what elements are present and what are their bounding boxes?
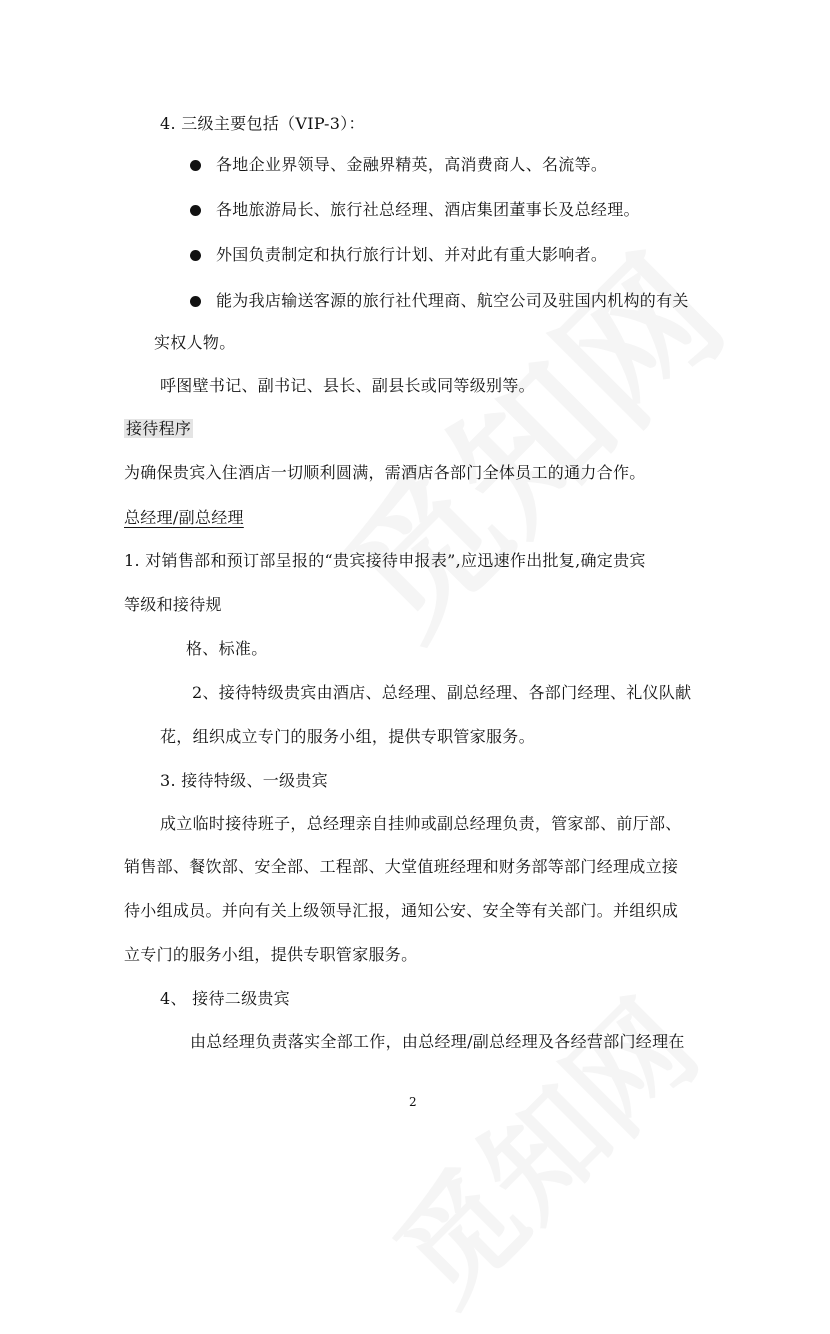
gm-item2-line2: 花，组织成立专门的服务小组，提供专职管家服务。	[160, 727, 535, 746]
vip3-bullet-1: 各地企业界领导、金融界精英，高消费商人、名流等。	[216, 155, 608, 174]
gm-item4-body: 由总经理负责落实全部工作，由总经理/副总经理及各经营部门经理在	[190, 1032, 685, 1051]
watermark	[290, 203, 761, 674]
bullet-dot	[190, 250, 201, 261]
gm-item3-body-4: 立专门的服务小组，提供专职管家服务。	[124, 945, 418, 964]
gm-item3-heading: 3. 接待特级、一级贵宾	[160, 771, 328, 790]
gm-heading: 总经理/副总经理	[124, 508, 244, 527]
gm-item3-body-1: 成立临时接待班子，总经理亲自挂帅或副总经理负责，管家部、前厅部、	[160, 814, 682, 833]
vip3-bullet-2: 各地旅游局长、旅行社总经理、酒店集团董事长及总经理。	[216, 200, 640, 219]
procedure-intro: 为确保贵宾入住酒店一切顺利圆满，需酒店各部门全体员工的通力合作。	[124, 463, 646, 482]
vip3-heading: 4. 三级主要包括（VIP-3）：	[160, 114, 365, 133]
bullet-dot	[190, 205, 201, 216]
bullet-dot	[190, 160, 201, 171]
vip3-bullet-3: 外国负责制定和执行旅行计划、并对此有重大影响者。	[216, 245, 608, 264]
procedure-heading-text: 接待程序	[126, 419, 192, 438]
bullet-dot	[190, 296, 201, 307]
page-number: 2	[409, 1095, 417, 1109]
gm-item1-line3: 格、标准。	[186, 639, 268, 658]
vip3-bullet-4: 能为我店输送客源的旅行社代理商、航空公司及驻国内机构的有关	[216, 291, 689, 310]
vip3-bullet-continuation: 实权人物。	[154, 333, 236, 352]
watermark-bottom	[352, 958, 728, 1334]
gm-item3-body-3: 待小组成员。并向有关上级领导汇报，通知公安、安全等有关部门。并组织成	[124, 901, 679, 920]
procedure-heading	[124, 418, 193, 440]
gm-item1-line2: 等级和接待规	[124, 595, 222, 614]
gm-item3-body-2: 销售部、餐饮部、安全部、工程部、大堂值班经理和财务部等部门经理成立接	[124, 857, 679, 876]
vip3-extra-line: 呼图壁书记、副书记、县长、副县长或同等级别等。	[160, 376, 535, 395]
gm-item1-line1: 1. 对销售部和预订部呈报的“贵宾接待申报表”,应迅速作出批复,确定贵宾	[124, 551, 646, 570]
gm-item2-line1: 2、接待特级贵宾由酒店、总经理、副总经理、各部门经理、礼仪队献	[192, 683, 692, 702]
gm-item4-heading: 4、 接待二级贵宾	[160, 989, 290, 1008]
